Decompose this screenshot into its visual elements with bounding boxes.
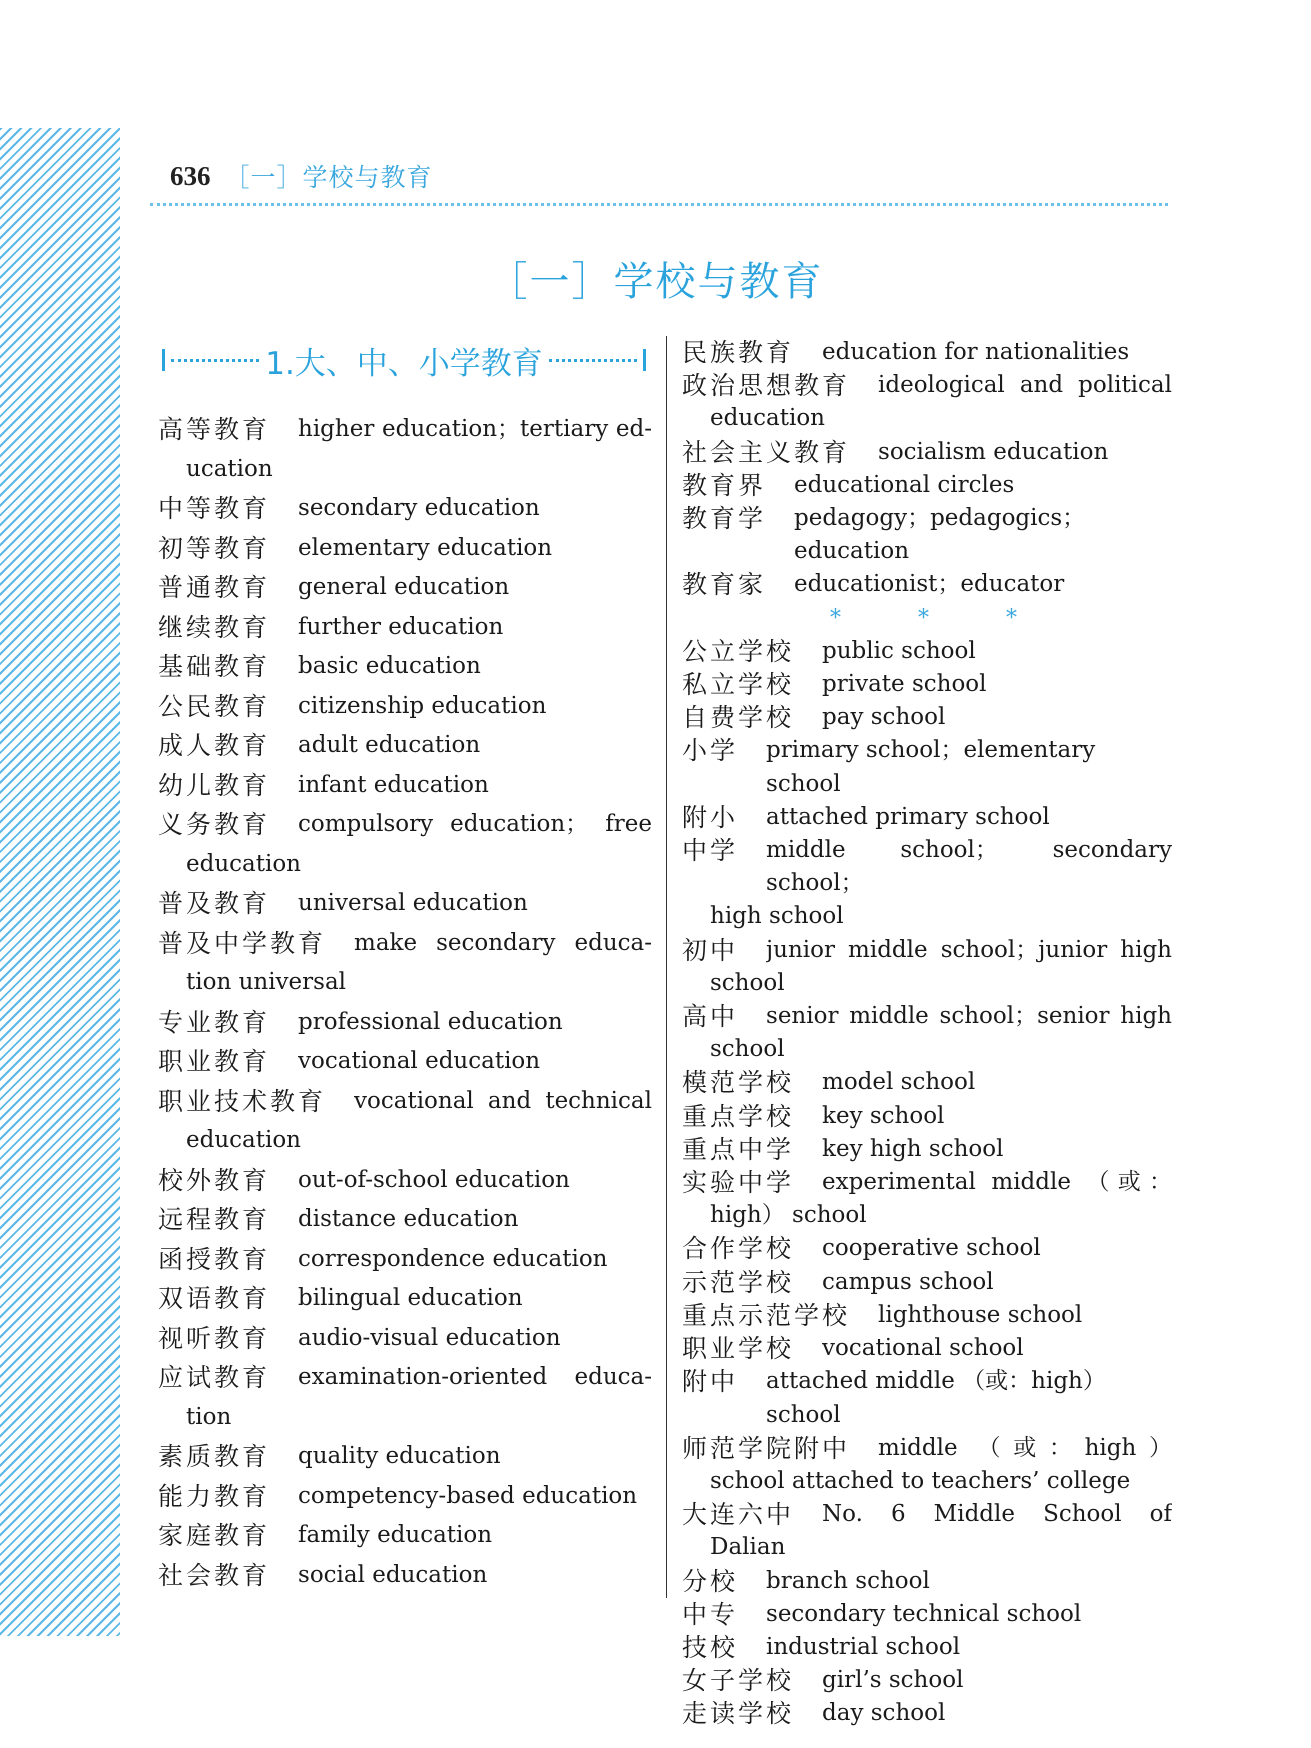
- entry-chinese: 合作学校: [682, 1234, 795, 1264]
- entry-english: key high school: [822, 1135, 1004, 1162]
- decorative-stripe-margin: [0, 128, 120, 1636]
- entry-english: primary school；elementary school: [766, 737, 1096, 797]
- entry-chinese: 校外教育: [158, 1165, 271, 1195]
- entry-chinese: 社会主义教育: [682, 437, 851, 467]
- glossary-entry: [158, 410, 652, 489]
- entry-line: [682, 635, 1172, 668]
- glossary-entry: [158, 1082, 652, 1161]
- entry-chinese: 民族教育: [682, 338, 795, 367]
- entry-chinese: 中专: [682, 1599, 739, 1629]
- entry-english: branch school: [766, 1567, 930, 1594]
- glossary-entry: [682, 1664, 1172, 1697]
- glossary-entry: [682, 701, 1172, 734]
- right-column: [682, 336, 1172, 1731]
- glossary-entry: [682, 834, 1172, 934]
- entry-chinese: 职业教育: [158, 1047, 271, 1076]
- glossary-entry: [682, 1166, 1172, 1232]
- entry-line: [158, 1003, 652, 1043]
- column-divider: [666, 336, 667, 1598]
- glossary-entry: [158, 726, 652, 766]
- glossary-entry: [158, 1516, 652, 1556]
- entry-line: [682, 1100, 1172, 1133]
- entry-english: junior middle school；junior high: [766, 936, 1172, 963]
- entry-line: [682, 1299, 1172, 1332]
- entry-chinese: 私立学校: [682, 670, 795, 700]
- section-bar-right: [643, 349, 646, 371]
- entry-continuation: school: [710, 969, 785, 996]
- entry-line: [158, 1240, 652, 1280]
- entry-line: [682, 1166, 1172, 1199]
- section-title: 1.大、中、小学教育: [265, 345, 543, 382]
- entry-continuation: Dalian: [710, 1534, 786, 1561]
- glossary-entry: [682, 502, 1172, 568]
- entry-chinese: 素质教育: [158, 1442, 271, 1471]
- entry-continuation: education: [710, 405, 825, 432]
- entry-chinese: 高中: [682, 1002, 739, 1032]
- entry-line: [158, 687, 652, 727]
- entry-line: [158, 884, 652, 924]
- left-column: [158, 410, 652, 1595]
- entry-line: [682, 1697, 1172, 1730]
- entry-chinese: 技校: [682, 1632, 739, 1662]
- section-heading: [162, 336, 646, 384]
- entry-english: secondary technical school: [766, 1600, 1082, 1627]
- star: *: [830, 605, 841, 631]
- entry-chinese: 小学: [682, 736, 739, 766]
- entry-english: key school: [822, 1102, 945, 1129]
- entry-chinese: 大连六中: [682, 1500, 795, 1530]
- entry-line: [682, 1232, 1172, 1265]
- entry-line: [158, 1279, 652, 1319]
- entry-chinese: 女子学校: [682, 1666, 795, 1696]
- glossary-entry: [158, 1279, 652, 1319]
- entry-line: [682, 1498, 1172, 1531]
- entry-line: [682, 701, 1172, 734]
- section-dots-right: [549, 359, 637, 362]
- entry-chinese: 成人教育: [158, 731, 271, 760]
- entry-continuation: tion universal: [186, 969, 347, 995]
- entry-english: public school: [822, 637, 976, 664]
- entry-english: attached middle （或：high） school: [766, 1368, 1106, 1428]
- entry-english: vocational education: [298, 1048, 541, 1074]
- entry-line: [682, 1631, 1172, 1664]
- entry-chinese: 示范学校: [682, 1267, 795, 1297]
- entry-chinese: 教育家: [682, 570, 767, 600]
- entry-chinese: 社会教育: [158, 1560, 271, 1590]
- entry-chinese: 模范学校: [682, 1068, 795, 1098]
- entry-continuation: high） school: [710, 1202, 867, 1229]
- entry-chinese: 职业技术教育: [158, 1086, 327, 1116]
- glossary-entry: [682, 469, 1172, 502]
- glossary-entry: [158, 687, 652, 727]
- entry-english: infant education: [298, 771, 489, 798]
- entry-english: quality education: [298, 1443, 501, 1469]
- entry-english: educational circles: [794, 471, 1015, 498]
- entry-line: [682, 436, 1172, 469]
- entry-line: [682, 1000, 1172, 1033]
- entry-continuation: ucation: [186, 455, 273, 482]
- entry-chinese: 能力教育: [158, 1481, 271, 1511]
- entry-continuation: education: [186, 850, 301, 877]
- entry-english: adult education: [298, 732, 481, 758]
- glossary-entry: [682, 801, 1172, 834]
- glossary-entry: [158, 805, 652, 884]
- entry-english: education for nationalities: [822, 339, 1130, 365]
- glossary-entry: [158, 608, 652, 648]
- glossary-entry: [682, 1000, 1172, 1066]
- entry-line: [682, 1066, 1172, 1099]
- glossary-entry: [158, 568, 652, 608]
- entry-continuation: high school: [710, 903, 844, 930]
- entry-line: [158, 489, 652, 529]
- glossary-entry: [682, 934, 1172, 1000]
- entry-chinese: 中学: [682, 836, 739, 866]
- glossary-entry: [682, 568, 1172, 601]
- entry-chinese: 高等教育: [158, 415, 271, 444]
- glossary-entry: [158, 489, 652, 529]
- entry-chinese: 普通教育: [158, 573, 271, 602]
- entry-chinese: 义务教育: [158, 810, 271, 839]
- separator-stars: [682, 602, 1172, 635]
- entry-line: [682, 369, 1172, 402]
- entry-english: audio-visual education: [298, 1324, 561, 1351]
- entry-english: vocational school: [822, 1335, 1024, 1362]
- glossary-entry: [158, 1358, 652, 1437]
- entry-english: attached primary school: [766, 803, 1050, 830]
- entry-continuation: school: [710, 1036, 785, 1063]
- entry-chinese: 公民教育: [158, 691, 271, 721]
- glossary-entry: [682, 436, 1172, 469]
- entry-line: [682, 934, 1172, 967]
- entry-line: [158, 1477, 652, 1517]
- entry-english: secondary education: [298, 495, 540, 521]
- entry-english: competency-based education: [298, 1482, 638, 1509]
- entry-line: [682, 1664, 1172, 1697]
- glossary-entry: [158, 1200, 652, 1240]
- glossary-entry: [682, 668, 1172, 701]
- entry-line: [158, 568, 652, 608]
- entry-continuation: school attached to teachers’ college: [710, 1467, 1131, 1494]
- star: *: [918, 605, 929, 631]
- glossary-entry: [158, 1319, 652, 1359]
- entry-english: pay school: [822, 704, 946, 731]
- entry-chinese: 职业学校: [682, 1334, 795, 1364]
- entry-chinese: 初等教育: [158, 533, 271, 563]
- entry-chinese: 双语教育: [158, 1284, 271, 1313]
- entry-continuation: tion: [186, 1403, 232, 1430]
- entry-line: [158, 1082, 652, 1122]
- entry-chinese: 自费学校: [682, 703, 795, 733]
- entry-line: [158, 529, 652, 569]
- glossary-entry: [682, 1631, 1172, 1664]
- entry-english: correspondence education: [298, 1245, 608, 1272]
- entry-line: [682, 1266, 1172, 1299]
- entry-chinese: 公立学校: [682, 636, 795, 666]
- entry-chinese: 教育界: [682, 470, 767, 500]
- entry-line: [158, 1516, 652, 1556]
- entry-line: [682, 568, 1172, 601]
- entry-line: [682, 502, 1172, 568]
- entry-line: [158, 1437, 652, 1477]
- entry-english: basic education: [298, 653, 481, 679]
- entry-english: ideological and political: [878, 372, 1172, 399]
- glossary-entry: [682, 1697, 1172, 1730]
- entry-english: citizenship education: [298, 692, 547, 719]
- glossary-entry: [682, 369, 1172, 435]
- entry-line: [158, 1319, 652, 1359]
- glossary-entry: [158, 924, 652, 1003]
- entry-english: No. 6 Middle School of: [822, 1501, 1172, 1528]
- entry-english: general education: [298, 574, 510, 600]
- entry-line: [682, 668, 1172, 701]
- glossary-entry: [682, 1332, 1172, 1365]
- glossary-entry: [158, 1161, 652, 1201]
- entry-chinese: 远程教育: [158, 1205, 271, 1234]
- entry-line: [158, 805, 652, 845]
- glossary-entry: [158, 529, 652, 569]
- entry-english: girl’s school: [822, 1667, 964, 1694]
- entry-english: cooperative school: [822, 1235, 1041, 1262]
- entry-english: higher education；tertiary ed-: [298, 416, 652, 442]
- entry-line: [158, 1161, 652, 1201]
- entry-chinese: 师范学院附中: [682, 1433, 851, 1463]
- entry-english: middle school； secondary school；: [766, 837, 1172, 897]
- entry-line: [682, 834, 1172, 900]
- glossary-entry: [682, 1598, 1172, 1631]
- entry-line: [682, 734, 1172, 800]
- entry-english: social education: [298, 1561, 488, 1588]
- glossary-entry: [682, 1133, 1172, 1166]
- entry-chinese: 分校: [682, 1566, 739, 1596]
- entry-english: private school: [822, 671, 987, 698]
- chapter-title: ［一］学校与教育: [487, 259, 824, 305]
- section-bar-left: [162, 349, 165, 371]
- entry-english: examination-oriented educa-: [298, 1364, 652, 1390]
- entry-english: make secondary educa-: [354, 929, 652, 956]
- entry-chinese: 家庭教育: [158, 1521, 271, 1550]
- entry-english: universal education: [298, 890, 528, 916]
- glossary-entry: [682, 1266, 1172, 1299]
- entry-english: distance education: [298, 1206, 519, 1232]
- entry-line: [158, 1200, 652, 1240]
- glossary-entry: [158, 647, 652, 687]
- entry-line: [158, 726, 652, 766]
- star: *: [1006, 605, 1017, 631]
- right-entries-group-b: [682, 635, 1172, 1731]
- entry-chinese: 专业教育: [158, 1007, 271, 1037]
- glossary-entry: [682, 1100, 1172, 1133]
- entry-line: [682, 336, 1172, 369]
- entry-line: [158, 924, 652, 964]
- entry-english: industrial school: [766, 1633, 961, 1660]
- entry-line: [682, 1432, 1172, 1465]
- entry-chinese: 政治思想教育: [682, 371, 851, 401]
- entry-english: professional education: [298, 1008, 563, 1035]
- entry-line: [682, 469, 1172, 502]
- entry-english: experimental middle （或：: [822, 1169, 1172, 1196]
- entry-english: model school: [822, 1069, 976, 1096]
- entry-line: [682, 801, 1172, 834]
- entry-chinese: 普及教育: [158, 889, 271, 918]
- entry-chinese: 继续教育: [158, 612, 271, 642]
- glossary-entry: [158, 884, 652, 924]
- entry-line: [682, 1133, 1172, 1166]
- glossary-entry: [682, 635, 1172, 668]
- entry-chinese: 重点中学: [682, 1134, 795, 1164]
- entry-english: vocational and technical: [354, 1087, 652, 1114]
- glossary-entry: [158, 1477, 652, 1517]
- entry-line: [158, 1556, 652, 1596]
- entry-english: compulsory education； free: [298, 811, 652, 837]
- header-title: ［一］学校与教育: [224, 163, 433, 192]
- glossary-entry: [682, 1432, 1172, 1498]
- entry-continuation: education: [186, 1127, 301, 1153]
- entry-chinese: 重点示范学校: [682, 1300, 851, 1330]
- entry-line: [682, 1332, 1172, 1365]
- entry-chinese: 附小: [682, 802, 739, 832]
- glossary-entry: [682, 336, 1172, 369]
- entry-chinese: 函授教育: [158, 1244, 271, 1274]
- header-rule: [150, 203, 1168, 206]
- entry-english: socialism education: [878, 438, 1109, 465]
- entry-english: campus school: [822, 1268, 994, 1295]
- entry-line: [158, 647, 652, 687]
- entry-english: further education: [298, 613, 504, 640]
- page-number: 636: [170, 160, 211, 191]
- entry-chinese: 普及中学教育: [158, 928, 327, 958]
- glossary-entry: [682, 1232, 1172, 1265]
- glossary-entry: [158, 1556, 652, 1596]
- entry-english: middle （或：high）: [878, 1434, 1172, 1461]
- entry-english: bilingual education: [298, 1285, 523, 1311]
- section-dots-left: [171, 359, 259, 362]
- glossary-entry: [158, 766, 652, 806]
- entry-chinese: 重点学校: [682, 1101, 795, 1131]
- entry-english: day school: [822, 1700, 946, 1727]
- glossary-entry: [682, 1565, 1172, 1598]
- entry-line: [682, 1365, 1172, 1431]
- glossary-entry: [682, 1299, 1172, 1332]
- glossary-entry: [158, 1240, 652, 1280]
- entry-chinese: 附中: [682, 1367, 739, 1397]
- glossary-entry: [158, 1003, 652, 1043]
- entry-english: senior middle school；senior high: [766, 1003, 1172, 1030]
- entry-chinese: 应试教育: [158, 1363, 271, 1392]
- entry-line: [682, 1565, 1172, 1598]
- entry-english: elementary education: [298, 534, 553, 561]
- glossary-entry: [682, 1498, 1172, 1564]
- entry-line: [158, 1358, 652, 1398]
- entry-chinese: 幼儿教育: [158, 770, 271, 800]
- entry-chinese: 实验中学: [682, 1168, 795, 1198]
- entry-line: [158, 1042, 652, 1082]
- entry-line: [682, 1598, 1172, 1631]
- entry-line: [158, 410, 652, 450]
- glossary-entry: [682, 1066, 1172, 1099]
- right-entries-group-a: [682, 336, 1172, 602]
- glossary-entry: [158, 1437, 652, 1477]
- running-header: [170, 156, 433, 196]
- entry-english: pedagogy；pedagogics；education: [794, 505, 1086, 565]
- entry-chinese: 视听教育: [158, 1323, 271, 1353]
- entry-chinese: 走读学校: [682, 1699, 795, 1729]
- glossary-entry: [682, 1365, 1172, 1431]
- entry-chinese: 教育学: [682, 504, 767, 534]
- entry-chinese: 初中: [682, 935, 739, 965]
- entry-chinese: 基础教育: [158, 652, 271, 681]
- entry-line: [158, 766, 652, 806]
- entry-english: educationist；educator: [794, 571, 1065, 598]
- entry-line: [158, 608, 652, 648]
- glossary-entry: [682, 734, 1172, 800]
- glossary-entry: [158, 1042, 652, 1082]
- entry-english: out-of-school education: [298, 1166, 570, 1193]
- entry-english: lighthouse school: [878, 1301, 1083, 1328]
- entry-chinese: 中等教育: [158, 494, 271, 523]
- entry-english: family education: [298, 1522, 493, 1548]
